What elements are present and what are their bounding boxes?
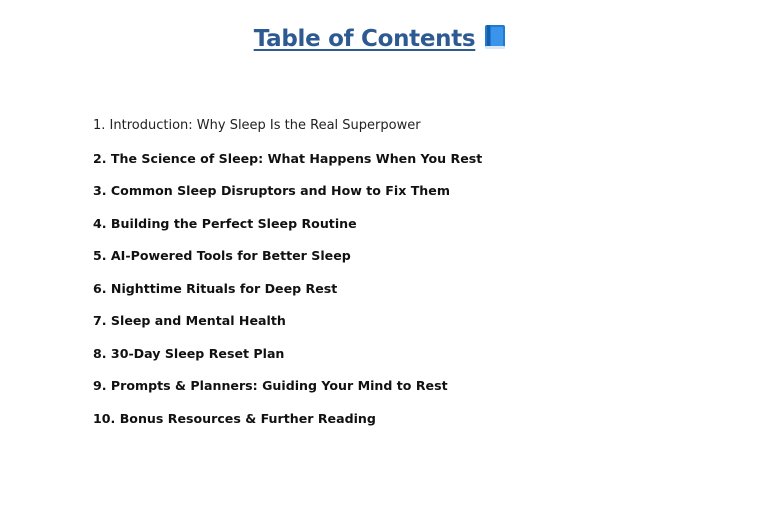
table-of-contents-list xyxy=(93,116,482,441)
toc-item-5[interactable]: 5. AI-Powered Tools for Better Sleep xyxy=(93,248,351,263)
toc-item-7[interactable]: 7. Sleep and Mental Health xyxy=(93,313,286,328)
toc-item-10[interactable]: 10. Bonus Resources & Further Reading xyxy=(93,410,376,426)
toc-item-8[interactable]: 8. 30-Day Sleep Reset Plan xyxy=(93,345,285,361)
toc-item-9[interactable]: 9. Prompts & Planners: Guiding Your Mind to Rest xyxy=(93,378,448,393)
toc-item-2[interactable]: 2. The Science of Sleep: What Happens When You Rest xyxy=(93,150,483,166)
toc-item-6[interactable]: 6. Nighttime Rituals for Deep Rest xyxy=(93,280,338,296)
page-title-text: Table of Contents xyxy=(253,26,476,52)
toc-item-3[interactable]: 3. Common Sleep Disruptors and How to Fix Them xyxy=(93,183,450,198)
toc-item-1[interactable]: 1. Introduction: Why Sleep Is the Real Superpower xyxy=(93,118,421,133)
toc-item-4[interactable]: 4. Building the Perfect Sleep Routine xyxy=(93,215,357,231)
page-title xyxy=(254,24,508,52)
blue-book-icon xyxy=(483,24,507,50)
title-row xyxy=(0,24,761,52)
